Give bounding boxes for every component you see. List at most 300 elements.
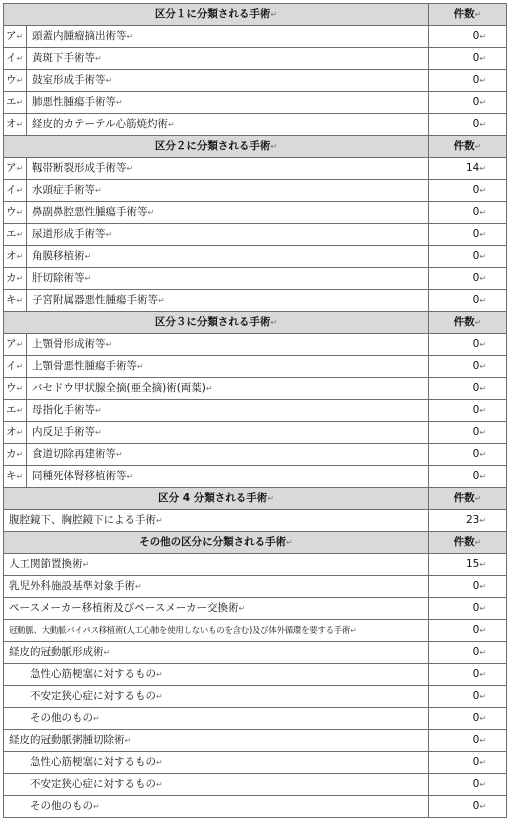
- row-letter: [4, 378, 27, 400]
- cell-text: 区分 4 分類される手術: [158, 492, 268, 504]
- paragraph-mark: ↵: [479, 54, 487, 63]
- procedure-count: [429, 774, 507, 796]
- paragraph-mark: ↵: [135, 582, 142, 591]
- procedure-count: [429, 620, 507, 642]
- table-row: [4, 466, 507, 488]
- cell-text: 15: [465, 558, 480, 570]
- cell-text: 0: [472, 228, 480, 240]
- procedure-count: [429, 378, 507, 400]
- cell-text: 0: [472, 734, 480, 746]
- cell-text: 件数: [453, 140, 475, 152]
- cell-text: 0: [472, 426, 480, 438]
- table-row: [4, 576, 507, 598]
- row-letter: [4, 334, 27, 356]
- cell-text: エ: [6, 96, 17, 108]
- paragraph-mark: ↵: [16, 340, 24, 349]
- table-row: [4, 246, 507, 268]
- paragraph-mark: ↵: [479, 428, 487, 437]
- cell-text: その他のもの: [30, 800, 93, 812]
- cell-text: 肺悪性腫瘍手術等: [32, 96, 116, 108]
- paragraph-mark: ↵: [479, 362, 487, 371]
- cell-text: 0: [472, 294, 480, 306]
- procedure-count: [429, 598, 507, 620]
- paragraph-mark: ↵: [16, 120, 24, 129]
- paragraph-mark: ↵: [479, 670, 487, 679]
- procedure-count: [429, 400, 507, 422]
- cell-text: ウ: [6, 382, 17, 394]
- section-header-row: [4, 488, 507, 510]
- paragraph-mark: ↵: [474, 494, 482, 503]
- procedure-count: [429, 70, 507, 92]
- cell-text: 経皮的冠動脈粥腫切除術: [9, 734, 125, 746]
- procedure-count: [429, 510, 507, 532]
- paragraph-mark: ↵: [95, 54, 102, 63]
- table-row: [4, 378, 507, 400]
- paragraph-mark: ↵: [16, 296, 24, 305]
- procedure-count: [429, 664, 507, 686]
- paragraph-mark: ↵: [95, 186, 102, 195]
- paragraph-mark: ↵: [16, 186, 24, 195]
- paragraph-mark: ↵: [16, 164, 24, 173]
- paragraph-mark: ↵: [95, 406, 102, 415]
- cell-text: 角膜移植術: [32, 250, 85, 262]
- cell-text: 尿道形成手術等: [32, 228, 106, 240]
- procedure-count: [429, 796, 507, 818]
- table-row: [4, 48, 507, 70]
- paragraph-mark: ↵: [479, 274, 487, 283]
- paragraph-mark: ↵: [479, 186, 487, 195]
- cell-text: ウ: [6, 206, 17, 218]
- procedure-name: [27, 268, 429, 290]
- procedure-name: [27, 466, 429, 488]
- paragraph-mark: ↵: [116, 450, 123, 459]
- paragraph-mark: ↵: [479, 648, 487, 657]
- cell-text: ア: [6, 162, 17, 174]
- paragraph-mark: ↵: [156, 670, 163, 679]
- procedure-name: [27, 202, 429, 224]
- paragraph-mark: ↵: [84, 274, 92, 283]
- count-header: [429, 532, 507, 554]
- cell-text: ア: [6, 338, 17, 350]
- cell-text: ウ: [6, 74, 17, 86]
- section-header-row: [4, 312, 507, 334]
- row-letter: [4, 70, 27, 92]
- paragraph-mark: ↵: [16, 208, 24, 217]
- row-letter: [4, 246, 27, 268]
- procedure-count: [429, 268, 507, 290]
- surgery-count-table: [3, 3, 507, 818]
- procedure-name: [27, 48, 429, 70]
- procedure-name: [27, 180, 429, 202]
- procedure-count: [429, 576, 507, 598]
- row-letter: [4, 158, 27, 180]
- cell-text: 0: [472, 646, 480, 658]
- cell-text: 0: [472, 602, 480, 614]
- procedure-count: [429, 334, 507, 356]
- paragraph-mark: ↵: [479, 582, 487, 591]
- section-header-row: [4, 136, 507, 158]
- paragraph-mark: ↵: [116, 98, 123, 107]
- cell-text: 食道切除再建術等: [32, 448, 116, 460]
- row-letter: [4, 400, 27, 422]
- procedure-name: [4, 554, 429, 576]
- table-row: [4, 114, 507, 136]
- row-letter: [4, 202, 27, 224]
- procedure-count: [429, 642, 507, 664]
- cell-text: 0: [472, 668, 480, 680]
- paragraph-mark: ↵: [16, 362, 24, 371]
- table-row: [4, 180, 507, 202]
- cell-text: カ: [6, 448, 17, 460]
- procedure-name: [27, 444, 429, 466]
- procedure-count: [429, 92, 507, 114]
- table-row: [4, 26, 507, 48]
- table-row: [4, 730, 507, 752]
- paragraph-mark: ↵: [479, 230, 487, 239]
- procedure-name: [27, 356, 429, 378]
- cell-text: 件数: [453, 8, 475, 20]
- cell-text: 0: [472, 250, 480, 262]
- cell-text: 23: [465, 514, 480, 526]
- cell-text: 件数: [453, 316, 475, 328]
- row-letter: [4, 290, 27, 312]
- row-letter: [4, 114, 27, 136]
- procedure-name: [4, 620, 429, 642]
- paragraph-mark: ↵: [105, 230, 113, 239]
- paragraph-mark: ↵: [105, 340, 113, 349]
- procedure-name: [27, 224, 429, 246]
- cell-text: バセドウ甲状腺全摘(亜全摘)術(両葉): [32, 382, 206, 394]
- cell-text: 不安定狭心症に対するもの: [30, 690, 156, 702]
- procedure-name: [27, 334, 429, 356]
- cell-text: エ: [6, 404, 17, 416]
- paragraph-mark: ↵: [103, 648, 111, 657]
- procedure-count: [429, 554, 507, 576]
- procedure-count: [429, 158, 507, 180]
- row-letter: [4, 48, 27, 70]
- procedure-count: [429, 466, 507, 488]
- paragraph-mark: ↵: [105, 76, 113, 85]
- paragraph-mark: ↵: [479, 406, 487, 415]
- paragraph-mark: ↵: [156, 758, 163, 767]
- paragraph-mark: ↵: [126, 164, 134, 173]
- cell-text: 0: [472, 118, 480, 130]
- cell-text: 0: [472, 52, 480, 64]
- paragraph-mark: ↵: [479, 208, 487, 217]
- cell-text: 0: [472, 624, 480, 636]
- cell-text: 0: [472, 30, 480, 42]
- paragraph-mark: ↵: [479, 98, 487, 107]
- cell-text: 上顎骨悪性腫瘍手術等: [32, 360, 137, 372]
- procedure-name: [27, 70, 429, 92]
- procedure-name: [4, 686, 429, 708]
- cell-text: オ: [6, 118, 17, 130]
- paragraph-mark: ↵: [479, 32, 487, 41]
- table-row: [4, 664, 507, 686]
- cell-text: イ: [6, 360, 17, 372]
- paragraph-mark: ↵: [137, 362, 144, 371]
- table-row: [4, 642, 507, 664]
- cell-text: オ: [6, 250, 17, 262]
- table-row: [4, 708, 507, 730]
- procedure-count: [429, 48, 507, 70]
- paragraph-mark: ↵: [479, 384, 487, 393]
- table-row: [4, 422, 507, 444]
- table-row: [4, 444, 507, 466]
- section-title: [4, 312, 429, 334]
- cell-text: 0: [472, 206, 480, 218]
- cell-text: 鼻副鼻腔悪性腫瘍手術等: [32, 206, 148, 218]
- paragraph-mark: ↵: [16, 54, 24, 63]
- paragraph-mark: ↵: [124, 736, 132, 745]
- cell-text: 0: [472, 96, 480, 108]
- paragraph-mark: ↵: [205, 384, 213, 393]
- table-row: [4, 620, 507, 642]
- cell-text: 0: [472, 272, 480, 284]
- section-header-row: [4, 532, 507, 554]
- count-header: [429, 488, 507, 510]
- procedure-name: [27, 246, 429, 268]
- procedure-name: [27, 378, 429, 400]
- paragraph-mark: ↵: [147, 208, 155, 217]
- paragraph-mark: ↵: [479, 340, 487, 349]
- paragraph-mark: ↵: [16, 230, 24, 239]
- paragraph-mark: ↵: [95, 428, 102, 437]
- table-row: [4, 268, 507, 290]
- paragraph-mark: ↵: [93, 802, 100, 811]
- cell-text: キ: [6, 294, 17, 306]
- table-row: [4, 356, 507, 378]
- cell-text: 件数: [453, 536, 475, 548]
- procedure-name: [4, 598, 429, 620]
- paragraph-mark: ↵: [84, 252, 92, 261]
- cell-text: 急性心筋梗塞に対するもの: [30, 668, 156, 680]
- cell-text: 不安定狭心症に対するもの: [30, 778, 156, 790]
- paragraph-mark: ↵: [479, 450, 487, 459]
- procedure-count: [429, 246, 507, 268]
- cell-text: 0: [472, 382, 480, 394]
- paragraph-mark: ↵: [479, 296, 487, 305]
- paragraph-mark: ↵: [479, 780, 487, 789]
- paragraph-mark: ↵: [167, 120, 175, 129]
- cell-text: 区分２に分類される手術: [154, 140, 271, 152]
- paragraph-mark: ↵: [238, 604, 246, 613]
- procedure-name: [4, 664, 429, 686]
- cell-text: 0: [472, 404, 480, 416]
- paragraph-mark: ↵: [82, 560, 90, 569]
- cell-text: 冠動脈、大動脈バイパス移植術(人工心肺を使用しないものを含む)及び体外循環を要する手術: [9, 625, 351, 635]
- paragraph-mark: ↵: [16, 98, 24, 107]
- table-row: [4, 224, 507, 246]
- paragraph-mark: ↵: [270, 142, 278, 151]
- procedure-name: [27, 290, 429, 312]
- paragraph-mark: ↵: [479, 164, 487, 173]
- cell-text: カ: [6, 272, 17, 284]
- paragraph-mark: ↵: [270, 10, 278, 19]
- table-row: [4, 202, 507, 224]
- procedure-count: [429, 202, 507, 224]
- paragraph-mark: ↵: [479, 252, 487, 261]
- cell-text: 経皮的カテーテル心筋焼灼術: [32, 118, 168, 130]
- paragraph-mark: ↵: [479, 714, 487, 723]
- paragraph-mark: ↵: [16, 428, 24, 437]
- procedure-name: [4, 576, 429, 598]
- paragraph-mark: ↵: [156, 516, 163, 525]
- table-row: [4, 510, 507, 532]
- cell-text: 同種死体腎移植術等: [32, 470, 127, 482]
- procedure-count: [429, 444, 507, 466]
- count-header: [429, 312, 507, 334]
- procedure-name: [4, 752, 429, 774]
- procedure-name: [27, 400, 429, 422]
- paragraph-mark: ↵: [93, 714, 100, 723]
- table-row: [4, 796, 507, 818]
- paragraph-mark: ↵: [479, 120, 487, 129]
- cell-text: 人工関節置換術: [9, 558, 83, 570]
- procedure-count: [429, 180, 507, 202]
- procedure-name: [27, 26, 429, 48]
- cell-text: 0: [472, 756, 480, 768]
- cell-text: 0: [472, 74, 480, 86]
- cell-text: 0: [472, 580, 480, 592]
- paragraph-mark: ↵: [16, 384, 24, 393]
- paragraph-mark: ↵: [16, 450, 24, 459]
- paragraph-mark: ↵: [479, 516, 487, 525]
- table-row: [4, 598, 507, 620]
- procedure-count: [429, 422, 507, 444]
- procedure-name: [27, 158, 429, 180]
- cell-text: 0: [472, 470, 480, 482]
- paragraph-mark: ↵: [479, 758, 487, 767]
- cell-text: 0: [472, 338, 480, 350]
- procedure-name: [4, 774, 429, 796]
- paragraph-mark: ↵: [267, 494, 274, 503]
- paragraph-mark: ↵: [156, 780, 163, 789]
- row-letter: [4, 466, 27, 488]
- paragraph-mark: ↵: [474, 538, 482, 547]
- cell-text: 0: [472, 778, 480, 790]
- procedure-count: [429, 290, 507, 312]
- procedure-name: [27, 422, 429, 444]
- row-letter: [4, 444, 27, 466]
- cell-text: 件数: [453, 492, 475, 504]
- cell-text: キ: [6, 470, 17, 482]
- cell-text: 靱帯断裂形成手術等: [32, 162, 127, 174]
- section-title: [4, 532, 429, 554]
- cell-text: 14: [465, 162, 480, 174]
- table-row: [4, 554, 507, 576]
- table-row: [4, 334, 507, 356]
- cell-text: イ: [6, 52, 17, 64]
- cell-text: 鼓室形成手術等: [32, 74, 106, 86]
- procedure-name: [4, 730, 429, 752]
- procedure-count: [429, 686, 507, 708]
- paragraph-mark: ↵: [474, 318, 482, 327]
- table-row: [4, 92, 507, 114]
- row-letter: [4, 356, 27, 378]
- paragraph-mark: ↵: [16, 472, 24, 481]
- paragraph-mark: ↵: [16, 32, 24, 41]
- paragraph-mark: ↵: [479, 736, 487, 745]
- cell-text: 頭蓋内腫瘤摘出術等: [32, 30, 127, 42]
- table-row: [4, 774, 507, 796]
- paragraph-mark: ↵: [270, 318, 278, 327]
- cell-text: 内反足手術等: [32, 426, 95, 438]
- section-title: [4, 136, 429, 158]
- procedure-name: [4, 796, 429, 818]
- cell-text: 0: [472, 800, 480, 812]
- procedure-name: [27, 114, 429, 136]
- cell-text: その他のもの: [30, 712, 93, 724]
- cell-text: イ: [6, 184, 17, 196]
- paragraph-mark: ↵: [479, 692, 487, 701]
- paragraph-mark: ↵: [16, 76, 24, 85]
- cell-text: 肝切除術等: [32, 272, 85, 284]
- paragraph-mark: ↵: [16, 252, 24, 261]
- procedure-count: [429, 708, 507, 730]
- table-row: [4, 686, 507, 708]
- cell-text: 0: [472, 184, 480, 196]
- paragraph-mark: ↵: [16, 406, 24, 415]
- paragraph-mark: ↵: [479, 472, 487, 481]
- procedure-count: [429, 224, 507, 246]
- section-title: [4, 488, 429, 510]
- cell-text: 0: [472, 690, 480, 702]
- table-row: [4, 70, 507, 92]
- cell-text: 乳児外科施設基準対象手術: [9, 580, 135, 592]
- paragraph-mark: ↵: [479, 802, 487, 811]
- cell-text: 区分１に分類される手術: [154, 8, 271, 20]
- paragraph-mark: ↵: [479, 604, 487, 613]
- procedure-name: [4, 708, 429, 730]
- table-row: [4, 158, 507, 180]
- cell-text: 0: [472, 712, 480, 724]
- count-header: [429, 136, 507, 158]
- cell-text: その他の区分に分類される手術: [139, 536, 287, 548]
- procedure-name: [27, 92, 429, 114]
- cell-text: 上顎骨形成術等: [32, 338, 106, 350]
- table-row: [4, 752, 507, 774]
- cell-text: 急性心筋梗塞に対するもの: [30, 756, 156, 768]
- procedure-count: [429, 730, 507, 752]
- paragraph-mark: ↵: [156, 692, 163, 701]
- paragraph-mark: ↵: [158, 296, 165, 305]
- paragraph-mark: ↵: [126, 32, 134, 41]
- paragraph-mark: ↵: [479, 560, 487, 569]
- procedure-name: [4, 642, 429, 664]
- cell-text: 黄斑下手術等: [32, 52, 95, 64]
- cell-text: 母指化手術等: [32, 404, 95, 416]
- row-letter: [4, 422, 27, 444]
- paragraph-mark: ↵: [286, 538, 293, 547]
- cell-text: エ: [6, 228, 17, 240]
- row-letter: [4, 26, 27, 48]
- cell-text: 水頭症手術等: [32, 184, 95, 196]
- procedure-count: [429, 752, 507, 774]
- cell-text: 0: [472, 448, 480, 460]
- procedure-name: [4, 510, 429, 532]
- procedure-count: [429, 26, 507, 48]
- paragraph-mark: ↵: [16, 274, 24, 283]
- cell-text: 子宮附属器悪性腫瘍手術等: [32, 294, 158, 306]
- procedure-count: [429, 114, 507, 136]
- row-letter: [4, 268, 27, 290]
- cell-text: 腹腔鏡下、胸腔鏡下による手術: [9, 514, 156, 526]
- table-row: [4, 400, 507, 422]
- cell-text: オ: [6, 426, 17, 438]
- section-title: [4, 4, 429, 26]
- row-letter: [4, 92, 27, 114]
